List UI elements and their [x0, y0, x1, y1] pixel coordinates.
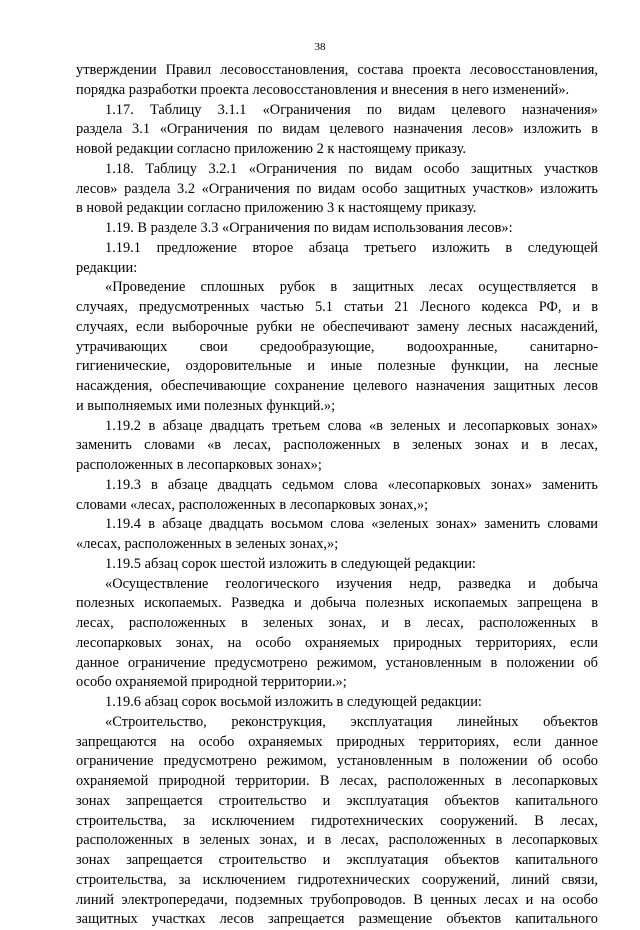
text-line: 1.19.3 в абзаце двадцать седьмом слова «лесопарковых зонах» заменить	[105, 476, 598, 493]
text-line: расположенных в лесопарковых зонах»;	[76, 457, 322, 473]
text-line: строительства, за исключением гидротехнических сооружений, линий связи,	[76, 871, 598, 888]
text-line: утверждении Правил лесовосстановления, состава проекта лесовосстановления,	[76, 62, 598, 78]
text-line: лесопарковых зонах, на особо охраняемых природных территориях, если	[76, 634, 598, 651]
document-body	[76, 61, 598, 930]
text-line: «лесах, расположенных в зеленых зонах,»;	[76, 536, 339, 552]
text-line: 1.19.4 в абзаце двадцать восьмом слова «зеленых зонах» заменить словами	[105, 516, 598, 533]
text-line: гигиенические, оздоровительные и иные полезные функции, на лесные	[76, 358, 598, 375]
text-line: линий электропередачи, подземных трубопроводов. В ценных лесах и на особо	[76, 891, 598, 908]
text-line: 1.19. В разделе 3.3 «Ограничения по видам использования лесов»:	[105, 220, 513, 236]
text-line: защитных участках лесов запрещается размещение объектов капитального	[76, 911, 598, 928]
text-line: расположенных в зеленых зонах, и в лесах, расположенных в лесопарковых	[76, 832, 598, 849]
text-line: случаях, предусмотренных частью 5.1 статьи 21 Лесного кодекса РФ, и в	[76, 299, 598, 315]
text-line: строительства, за исключением гидротехнических сооружений. В лесах,	[76, 812, 598, 829]
text-line: 1.19.1 предложение второе абзаца третьего изложить в следующей	[105, 239, 598, 256]
text-line: раздела 3.1 «Ограничения по видам целевого назначения лесов» изложить в	[76, 121, 598, 138]
text-line: 1.17. Таблицу 3.1.1 «Ограничения по видам целевого назначения»	[105, 101, 598, 118]
text-line: особо охраняемой природной территории.»;	[76, 674, 347, 691]
text-line: зонах запрещается строительство и эксплуатация объектов капитального	[76, 792, 598, 809]
text-line: утрачивающих свои средообразующие, водоохранные, санитарно-	[76, 338, 598, 355]
page-number: 38	[314, 41, 326, 53]
text-line: «Проведение сплошных рубок в защитных лесах осуществляется в	[105, 279, 598, 296]
text-line: запрещаются на особо охраняемых природных территориях, если данное	[76, 733, 598, 750]
text-line: ограничение предусмотрено режимом, установленным в положении об особо	[76, 753, 598, 770]
text-line: в новой редакции согласно приложению 3 к настоящему приказу.	[76, 200, 477, 217]
text-line: новой редакции согласно приложению 2 к настоящему приказу.	[76, 141, 466, 157]
text-line: и выполняемых ими полезных функций.»;	[76, 397, 336, 414]
text-line: 1.18. Таблицу 3.2.1 «Ограничения по видам особо защитных участков	[105, 160, 598, 177]
text-line: словами «лесах, расположенных в лесопарковых зонах,»;	[76, 496, 429, 513]
text-line: редакции:	[76, 259, 138, 276]
text-line: заменить словами «в лесах, расположенных в зеленых зонах и в лесах,	[76, 437, 598, 454]
text-line: «Осуществление геологического изучения недр, разведка и добыча	[105, 575, 598, 592]
text-line: 1.19.2 в абзаце двадцать третьем слова «в зеленых и лесопарковых зонах»	[105, 417, 598, 434]
text-line: насаждения, обеспечивающие сохранение целевого назначения защитных лесов	[76, 378, 598, 394]
text-line: лесах, расположенных в зеленых зонах, и в лесах, расположенных в	[76, 615, 598, 631]
text-line: 1.19.6 абзац сорок восьмой изложить в следующей редакции:	[105, 694, 482, 710]
text-line: «Строительство, реконструкция, эксплуатация линейных объектов	[105, 713, 598, 730]
text-line: зонах запрещается строительство и эксплуатация объектов капитального	[76, 852, 598, 868]
text-line: 1.19.5 абзац сорок шестой изложить в следующей редакции:	[105, 555, 476, 572]
text-line: случаях, если выборочные рубки не обеспечивают замену лесных насаждений,	[76, 318, 598, 335]
text-line: лесов» раздела 3.2 «Ограничения по видам особо защитных участков» изложить	[76, 180, 598, 197]
text-line: охраняемой природной территории. В лесах, расположенных в лесопарковых	[76, 773, 598, 789]
text-line: порядка разработки проекта лесовосстановления и внесения в него изменений».	[76, 81, 570, 98]
text-line: полезных ископаемых. Разведка и добыча полезных ископаемых запрещена в	[76, 595, 598, 612]
text-line: данное ограничение предусмотрено режимом, установленным в положении об	[76, 654, 598, 671]
